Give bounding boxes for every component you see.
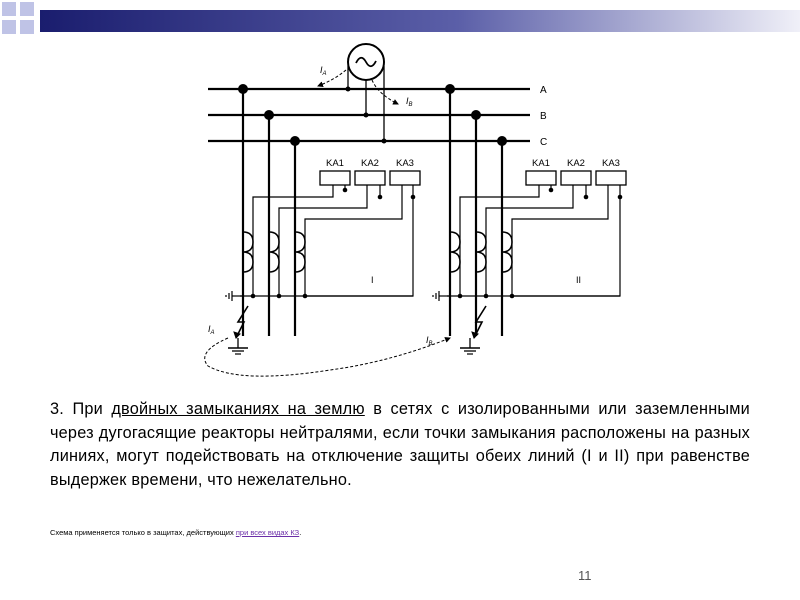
paragraph-prefix: 3. При [50,400,112,418]
footnote [50,528,301,537]
current-label-fault-a: $I_A$ [208,324,215,336]
page-number: 11 [578,568,592,583]
relay-label-line1-ka3: KA3 [396,158,414,169]
relay-label-line2-ka3: KA3 [602,158,620,169]
footnote-link[interactable]: при всех видах КЗ [235,528,300,537]
paragraph-underlined: двойных замыканиях на землю [111,400,365,418]
phase-label-a: A [540,85,547,96]
phase-label-b: B [540,111,547,122]
current-arrow-gen-b [372,80,398,104]
line-2 [433,89,626,354]
relay-label-line2-ka1: KA1 [532,158,550,169]
relay-label-line2-ka2: KA2 [567,158,585,169]
footnote-suffix: . [299,528,302,537]
line-1 [226,89,420,354]
paragraph-rest: в сетях с изолированными или заземленными через дугогасящие реакторы нейтралями, если точки замыкания расположены на разных линиях, могут подействовать на отключение защиты обеих линий (I и II) при равенстве выдержек времени, что нежелательно. [50,400,750,489]
current-label-gen-b: $I_B$ [406,96,413,108]
bus-bars [208,89,530,141]
line-2-label: II [576,275,582,285]
current-label-fault-b: $I_B$ [426,335,433,347]
fault-current-path [205,338,450,376]
relay-label-line1-ka1: KA1 [326,158,344,169]
generator [348,44,384,141]
footnote-text: Схема применяется только в защитах, действующих [50,528,236,537]
relay-label-line1-ka2: KA2 [361,158,379,169]
main-paragraph [50,398,750,492]
current-label-gen-a: $I_A$ [320,65,327,77]
phase-label-c: C [540,137,548,148]
line-1-label: I [371,275,374,285]
